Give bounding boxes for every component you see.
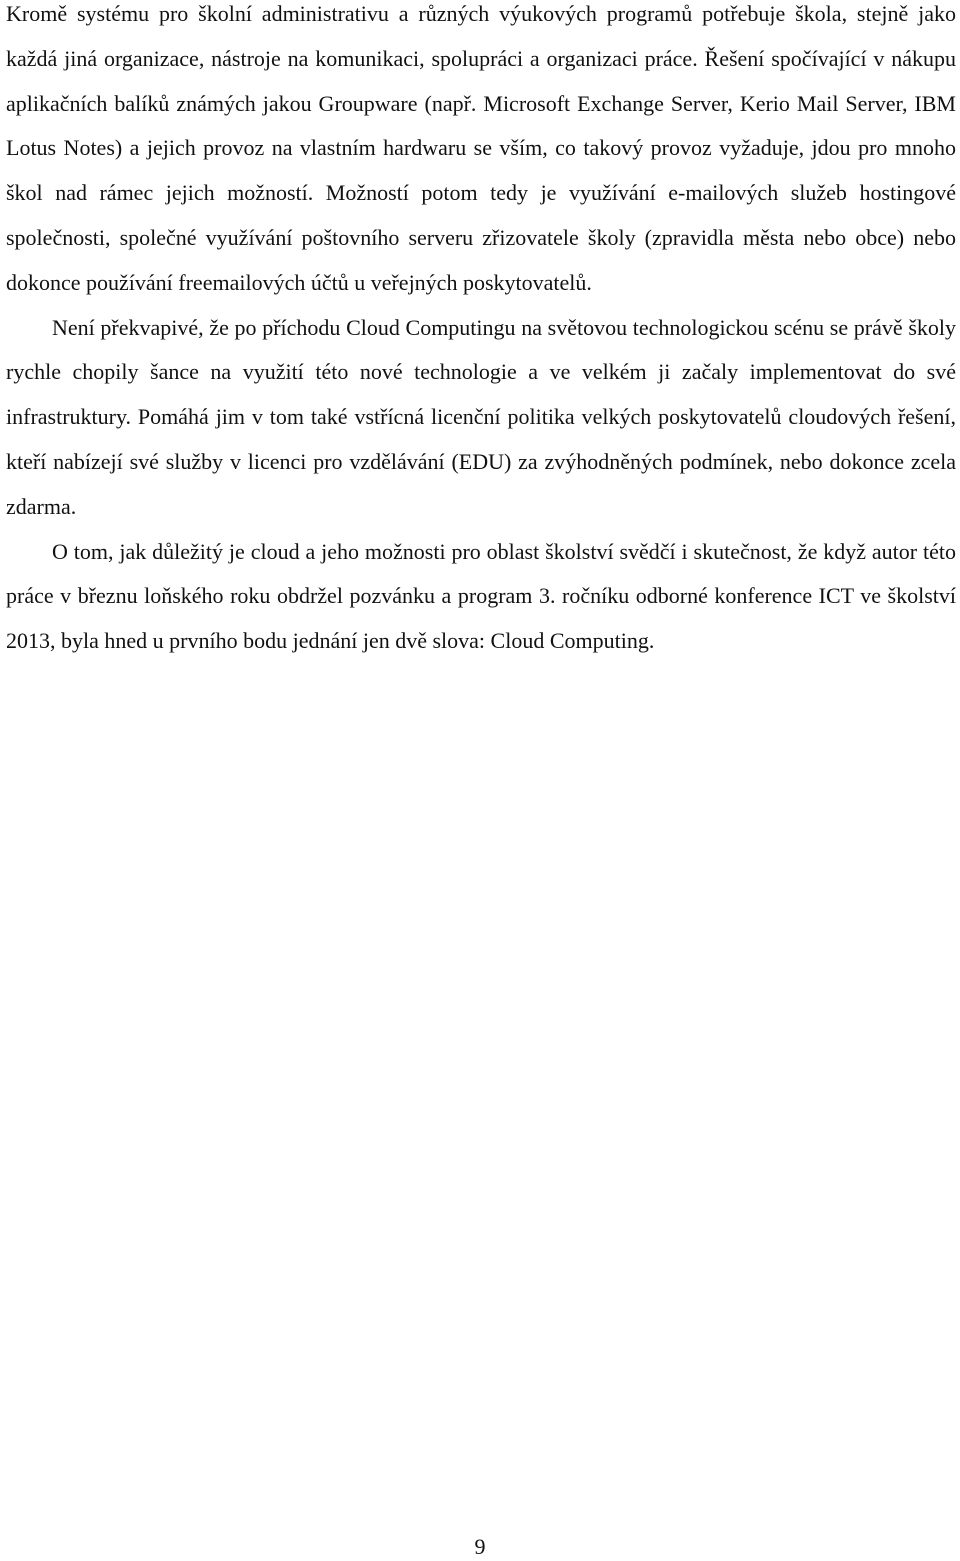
paragraph-conference: O tom, jak důležitý je cloud a jeho možnosti pro oblast školství svědčí i skutečnost, že když autor této práce v březnu loňského roku obdržel pozvánku a program 3. ročníku odborné konference ICT ve školství 2013, byla hned u prvního bodu jednání jen dvě slova: Cloud Computing. (6, 538, 956, 654)
page-number: 9 (474, 1534, 486, 1559)
body-text (6, 0, 956, 664)
paragraph-groupware: Kromě systému pro školní administrativu a různých výukových programů potřebuje škola, stejně jako každá jiná organizace, nástroje na komunikaci, spolupráci a organizaci práce. Řešení spočívající v nákupu aplikačních balíků známých jakou Groupware (např. Microsoft Exchange Server, Kerio Mail Server, IBM Lotus Notes) a jejich provoz na vlastním hardwaru se vším, co takový provoz vyžaduje, jdou pro mnoho škol nad rámec jejich možností. Možností potom tedy je využívání e-mailových služeb hostingové společnosti, společné využívání poštovního serveru zřizovatele školy (zpravidla města nebo obce) nebo dokonce používání freemailových účtů u veřejných poskytovatelů. (6, 1, 956, 295)
paragraph-cloud-adoption: Není překvapivé, že po příchodu Cloud Computingu na světovou technologickou scénu se právě školy rychle chopily šance na využití této nové technologie a ve velkém ji začaly implementovat do své infrastruktury. Pomáhá jim v tom také vstřícná licenční politika velkých poskytovatelů cloudových řešení, kteří nabízejí své služby v licenci pro vzdělávání (EDU) za zvýhodněných podmínek, nebo dokonce zcela zdarma. (6, 314, 956, 519)
